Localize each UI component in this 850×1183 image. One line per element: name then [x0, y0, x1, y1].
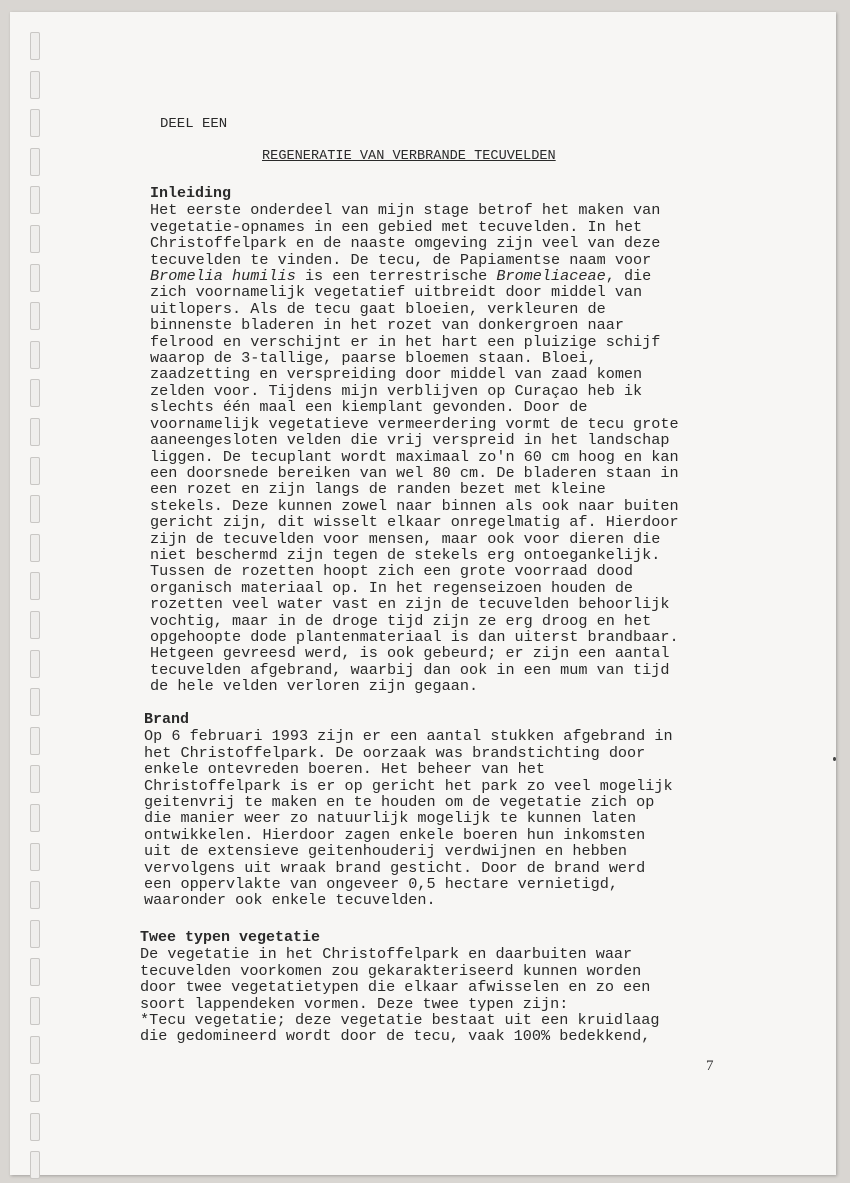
binding-hole [30, 572, 40, 600]
text-line: uit de extensieve geitenhouderij verdwijnen en hebben [144, 842, 628, 861]
binding-hole [30, 225, 40, 253]
part-label: DEEL EEN [160, 116, 228, 132]
text-line: zelden voor. Tijdens mijn verblijven op Curaçao heb ik [150, 381, 643, 400]
text-line: Op 6 februari 1993 zijn er een aantal stukken afgebrand in [144, 727, 673, 746]
text-line: organisch materiaal op. In het regenseizoen houden de [150, 578, 634, 597]
text-line: vochtig, maar in de droge tijd zijn ze erg droog en het [150, 611, 652, 630]
binding-hole [30, 71, 40, 99]
text-line: die manier weer zo natuurlijk mogelijk te kunnen laten [144, 809, 637, 828]
section-heading: Inleiding [150, 185, 232, 202]
binding-hole [30, 534, 40, 562]
text-line: binnenste bladeren in het rozet van donkergroen naar [150, 316, 624, 335]
binding-hole [30, 186, 40, 214]
binding-hole [30, 765, 40, 793]
text-line: een oppervlakte van ongeveer 0,5 hectare vernietigd, [144, 875, 618, 894]
binding-hole [30, 688, 40, 716]
text-line: tecuvelden voorkomen zou gekarakteriseerd kunnen worden [140, 961, 642, 980]
section-heading: Brand [144, 711, 190, 728]
text-line: geitenvrij te maken en te houden om de vegetatie zich op [144, 793, 655, 812]
text-line: stekels. Deze kunnen zowel naar binnen als ook naar buiten [150, 496, 679, 515]
binding-hole [30, 843, 40, 871]
binding-hole [30, 1036, 40, 1064]
text-line: tecuvelden te vinden. De tecu, de Papiamentse naam voor [150, 250, 652, 269]
binding-hole [30, 418, 40, 446]
text-line: Christoffelpark en de naaste omgeving zijn veel van deze [150, 234, 661, 253]
text-line: tecuvelden afgebrand, waarbij dan ook in een mum van tijd [150, 660, 670, 679]
text-line: Christoffelpark is er op gericht het park zo veel mogelijk [144, 776, 673, 795]
text-line: felrood en verschijnt er in het hart een pluizige schijf [150, 332, 661, 351]
section-brand [144, 712, 734, 909]
text-line: die gedomineerd wordt door de tecu, vaak 100% bedekkend, [140, 1027, 651, 1046]
text-line: uitlopers. Als de tecu gaat bloeien, verkleuren de [150, 299, 606, 318]
binding-hole [30, 302, 40, 330]
text-line: Hetgeen gevreesd werd, is ook gebeurd; er zijn een aantal [150, 644, 670, 663]
text-line: Bromelia humilis is een terrestrische Bromeliaceae, die [150, 267, 652, 286]
text-line: opgehoopte dode plantenmateriaal is dan uiterst brandbaar. [150, 627, 679, 646]
binding-hole [30, 148, 40, 176]
binding-hole [30, 495, 40, 523]
text-line: De vegetatie in het Christoffelpark en daarbuiten waar [140, 945, 633, 964]
binding-hole [30, 958, 40, 986]
binding-hole [30, 32, 40, 60]
text-line: waarop de 3-tallige, paarse bloemen staan. Bloei, [150, 349, 597, 368]
binding-hole [30, 881, 40, 909]
text-line: aaneengesloten velden die vrij verspreid in het landschap [150, 431, 670, 450]
text-line: een rozet en zijn langs de randen bezet met kleine [150, 480, 606, 499]
section-body [150, 202, 740, 694]
text-line: Het eerste onderdeel van mijn stage betrof het maken van [150, 201, 661, 220]
binding-hole [30, 727, 40, 755]
text-line: niet beschermd zijn tegen de stekels erg ontoegankelijk. [150, 545, 661, 564]
section-body [140, 946, 730, 1044]
chapter-title: REGENERATIE VAN VERBRANDE TECUVELDEN [262, 149, 556, 164]
text-line: rozetten veel water vast en zijn de tecuvelden behoorlijk [150, 595, 670, 614]
section-body [144, 728, 734, 908]
text-line: een doorsnede bereiken van wel 80 cm. De bladeren staan in [150, 463, 679, 482]
binding-hole [30, 804, 40, 832]
text-line: soort lappendeken vormen. Deze twee typen zijn: [140, 994, 569, 1013]
binding-hole [30, 264, 40, 292]
binding-hole [30, 920, 40, 948]
section-heading: Twee typen vegetatie [140, 929, 321, 946]
binding-hole [30, 341, 40, 369]
text-line: door twee vegetatietypen die elkaar afwisselen en zo een [140, 978, 651, 997]
text-line: enkele ontevreden boeren. Het beheer van het [144, 760, 546, 779]
text-line: vervolgens uit wraak brand gesticht. Door de brand werd [144, 858, 646, 877]
text-line: het Christoffelpark. De oorzaak was brandstichting door [144, 743, 646, 762]
binding-hole [30, 109, 40, 137]
text-line: vegetatie-opnames in een gebied met tecuvelden. In het [150, 217, 643, 236]
binding-hole [30, 1113, 40, 1141]
section-twee-typen-vegetatie [140, 930, 730, 1045]
binding-hole [30, 1074, 40, 1102]
text-line: Tussen de rozetten hoopt zich een grote voorraad dood [150, 562, 634, 581]
binding-hole [30, 997, 40, 1025]
text-line: de hele velden verloren zijn gegaan. [150, 677, 479, 696]
text-line: zich voornamelijk vegetatief uitbreidt door middel van [150, 283, 643, 302]
page-number: 7 [706, 1058, 714, 1074]
binding-hole [30, 457, 40, 485]
text-line: liggen. De tecuplant wordt maximaal zo'n 60 cm hoog en kan [150, 447, 679, 466]
text-line: zaadzetting en verspreiding door middel van zaad komen [150, 365, 643, 384]
binding-hole [30, 611, 40, 639]
section-inleiding [150, 186, 740, 695]
text-line: *Tecu vegetatie; deze vegetatie bestaat uit een kruidlaag [140, 1011, 660, 1030]
text-line: gericht zijn, dit wisselt elkaar onregelmatig af. Hierdoor [150, 513, 679, 532]
binding-hole [30, 1151, 40, 1179]
text-line: voornamelijk vegetatieve vermeerdering vormt de tecu grote [150, 414, 679, 433]
document-page [10, 12, 836, 1175]
paper-speck [833, 757, 836, 761]
binding-hole [30, 650, 40, 678]
text-line: zijn de tecuvelden voor mensen, maar ook voor dieren die [150, 529, 661, 548]
binding-hole [30, 379, 40, 407]
text-line: waaronder ook enkele tecuvelden. [144, 891, 436, 910]
text-line: ontwikkelen. Hierdoor zagen enkele boeren hun inkomsten [144, 825, 646, 844]
text-line: slechts één maal een kiemplant gevonden. Door de [150, 398, 588, 417]
ring-binding-holes [24, 32, 44, 1182]
